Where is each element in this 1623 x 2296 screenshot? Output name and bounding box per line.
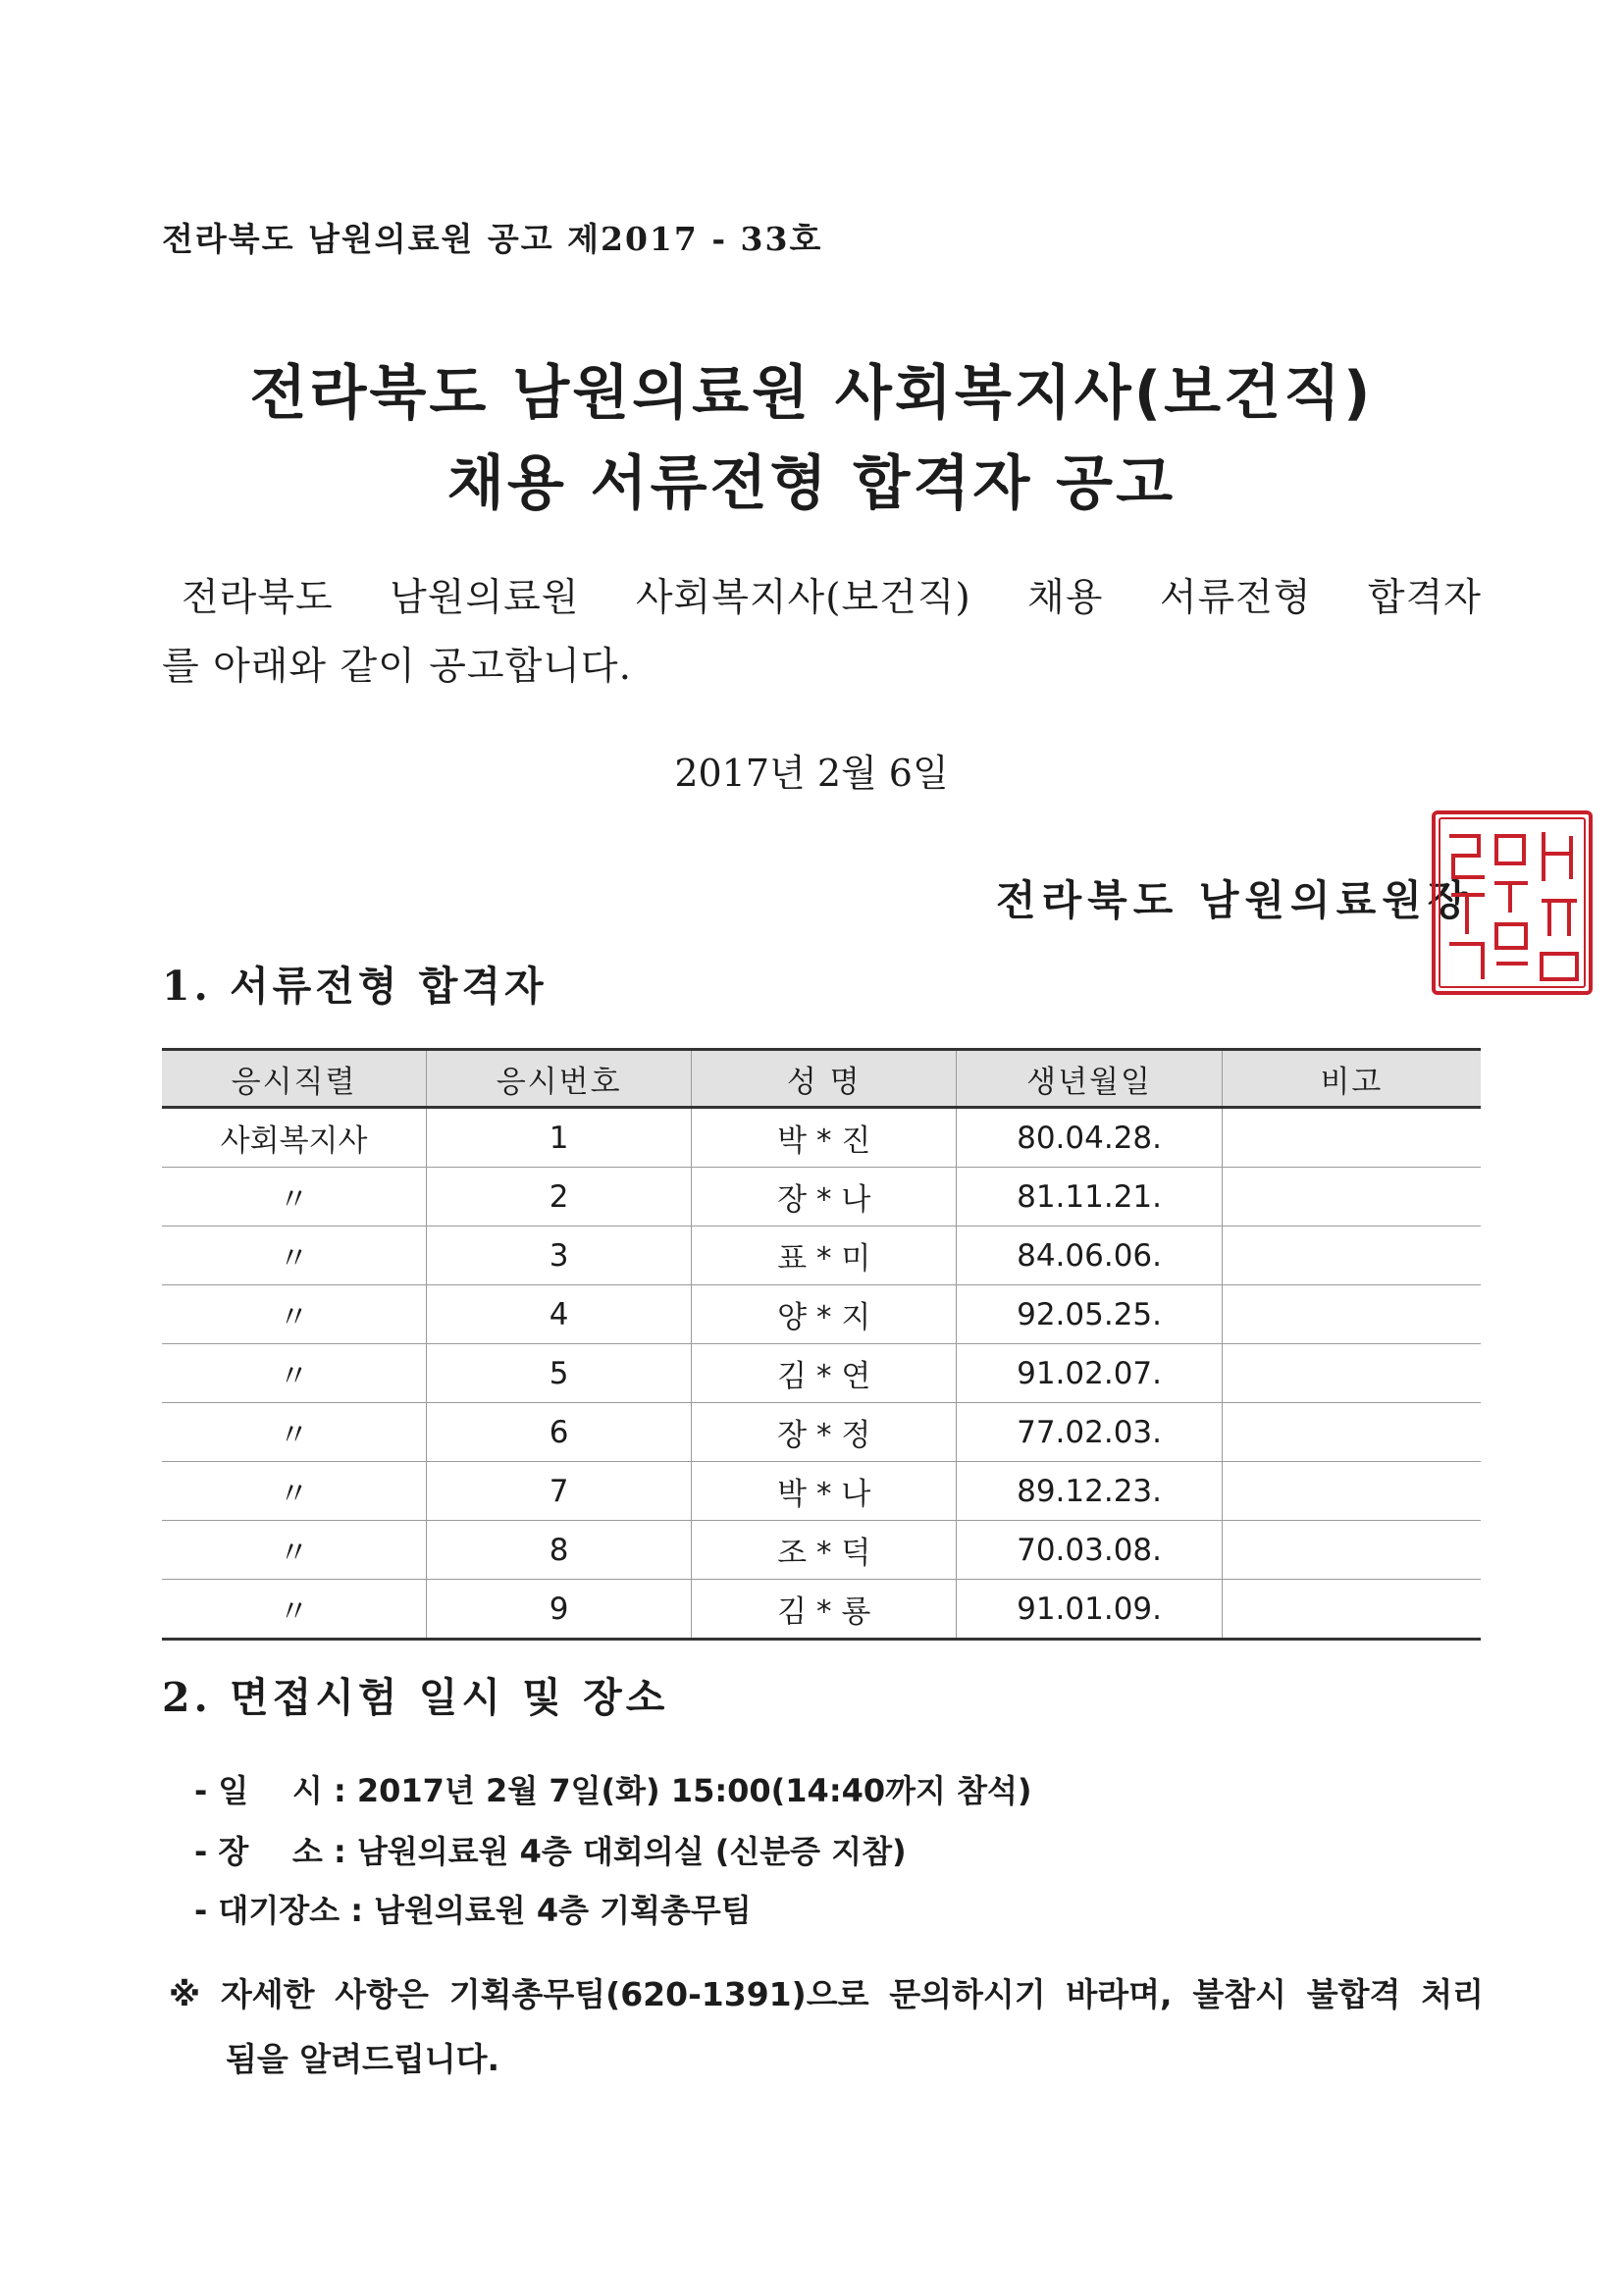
table-cell: 사회복지사	[162, 1108, 427, 1168]
notice-date: 2017년 2월 6일	[674, 752, 949, 795]
table-cell: 9	[427, 1580, 692, 1640]
footnote	[169, 1962, 1484, 2092]
table-cell: 표 * 미	[692, 1226, 957, 1285]
table-cell	[1222, 1226, 1481, 1285]
table-body	[162, 1108, 1481, 1640]
table-row	[162, 1108, 1481, 1168]
footnote-word: ※	[169, 1975, 201, 2013]
column-header: 생년월일	[957, 1050, 1223, 1108]
waiting-location: - 대기장소 : 남원의료원 4층 기획총무팀	[194, 1892, 752, 1929]
table-cell: 〃	[162, 1521, 427, 1580]
table-cell	[1222, 1344, 1481, 1403]
column-header: 비고	[1222, 1050, 1481, 1108]
interview-location: - 장 소 : 남원의료원 4층 대회의실 (신분증 지참)	[194, 1833, 907, 1870]
table-cell: 70.03.08.	[957, 1521, 1223, 1580]
table-cell: 〃	[162, 1344, 427, 1403]
table-cell	[1222, 1580, 1481, 1640]
table-cell: 91.01.09.	[957, 1580, 1223, 1640]
intro-word: 전라북도	[182, 576, 334, 620]
table-cell: 〃	[162, 1226, 427, 1285]
table-cell	[1222, 1462, 1481, 1521]
intro-word: 남원의료원	[390, 576, 580, 620]
table-cell	[1222, 1168, 1481, 1226]
intro-word: 합격자	[1367, 576, 1482, 620]
table-cell: 3	[427, 1226, 692, 1285]
footnote-word: 기획총무팀(620-1391)으로	[448, 1975, 869, 2013]
footnote-word: 문의하시기	[889, 1975, 1046, 2013]
intro-word: 사회복지사(보건직)	[635, 576, 971, 620]
table-cell: 91.02.07.	[957, 1344, 1223, 1403]
intro-paragraph	[162, 564, 1482, 702]
table-cell	[1222, 1403, 1481, 1462]
table-cell	[1222, 1521, 1481, 1580]
table-cell: 92.05.25.	[957, 1285, 1223, 1344]
table-cell: 89.12.23.	[957, 1462, 1223, 1521]
table-cell: 81.11.21.	[957, 1168, 1223, 1226]
notice-number: 전라북도 남원의료원 공고 제2017 - 33호	[162, 220, 823, 258]
table-cell: 7	[427, 1462, 692, 1521]
table-cell: 77.02.03.	[957, 1403, 1223, 1462]
table-cell: 〃	[162, 1580, 427, 1640]
section-heading-1: 1. 서류전형 합격자	[162, 963, 548, 1010]
table-cell: 조 * 덕	[692, 1521, 957, 1580]
table-cell: 〃	[162, 1462, 427, 1521]
table-cell: 김 * 연	[692, 1344, 957, 1403]
table-cell: 양 * 지	[692, 1285, 957, 1344]
table-cell: 장 * 나	[692, 1168, 957, 1226]
footnote-word: 바라며,	[1066, 1975, 1173, 2013]
column-header: 응시번호	[427, 1050, 692, 1108]
table-cell: 5	[427, 1344, 692, 1403]
footnote-line-2: 됨을 알려드립니다.	[226, 2040, 500, 2078]
table-row	[162, 1285, 1481, 1344]
table-row	[162, 1226, 1481, 1285]
title-line-1: 전라북도 남원의료원 사회복지사(보건직)	[249, 359, 1374, 428]
footnote-word: 처리	[1421, 1975, 1484, 2013]
table-cell: 장 * 정	[692, 1403, 957, 1462]
table-cell: 김 * 룡	[692, 1580, 957, 1640]
footnote-word: 불합격	[1306, 1975, 1401, 2013]
table-cell: 〃	[162, 1403, 427, 1462]
intro-word: 채용	[1027, 576, 1104, 620]
signer: 전라북도 남원의료원장	[996, 876, 1474, 924]
table-cell	[1222, 1108, 1481, 1168]
official-seal-stamp	[1428, 807, 1597, 999]
column-header: 응시직렬	[162, 1050, 427, 1108]
footnote-word: 불참시	[1192, 1975, 1287, 2013]
page-title	[0, 348, 1623, 529]
intro-word: 서류전형	[1159, 576, 1312, 620]
table-cell: 80.04.28.	[957, 1108, 1223, 1168]
footnote-word: 사항은	[335, 1975, 429, 2013]
footnote-word: 자세한	[220, 1975, 315, 2013]
intro-line-1	[162, 564, 1482, 633]
table-cell: 박 * 진	[692, 1108, 957, 1168]
table-row	[162, 1403, 1481, 1462]
section-heading-2: 2. 면접시험 일시 및 장소	[162, 1674, 669, 1721]
intro-line-2: 를 아래와 같이 공고합니다.	[162, 645, 633, 689]
table-cell	[1222, 1285, 1481, 1344]
table-cell: 4	[427, 1285, 692, 1344]
passers-table	[162, 1048, 1481, 1641]
table-cell: 1	[427, 1108, 692, 1168]
table-row	[162, 1580, 1481, 1640]
footnote-line-1	[169, 1962, 1484, 2027]
table-row	[162, 1344, 1481, 1403]
table-cell: 8	[427, 1521, 692, 1580]
table-cell: 2	[427, 1168, 692, 1226]
title-line-2: 채용 서류전형 합격자 공고	[446, 449, 1177, 518]
table-row	[162, 1168, 1481, 1226]
table-cell: 84.06.06.	[957, 1226, 1223, 1285]
table-header-row	[162, 1050, 1481, 1108]
table-row	[162, 1521, 1481, 1580]
column-header: 성 명	[692, 1050, 957, 1108]
table-row	[162, 1462, 1481, 1521]
interview-datetime: - 일 시 : 2017년 2월 7일(화) 15:00(14:40까지 참석)	[194, 1772, 1032, 1809]
table-cell: 〃	[162, 1285, 427, 1344]
table-cell: 6	[427, 1403, 692, 1462]
table-cell: 〃	[162, 1168, 427, 1226]
table-cell: 박 * 나	[692, 1462, 957, 1521]
